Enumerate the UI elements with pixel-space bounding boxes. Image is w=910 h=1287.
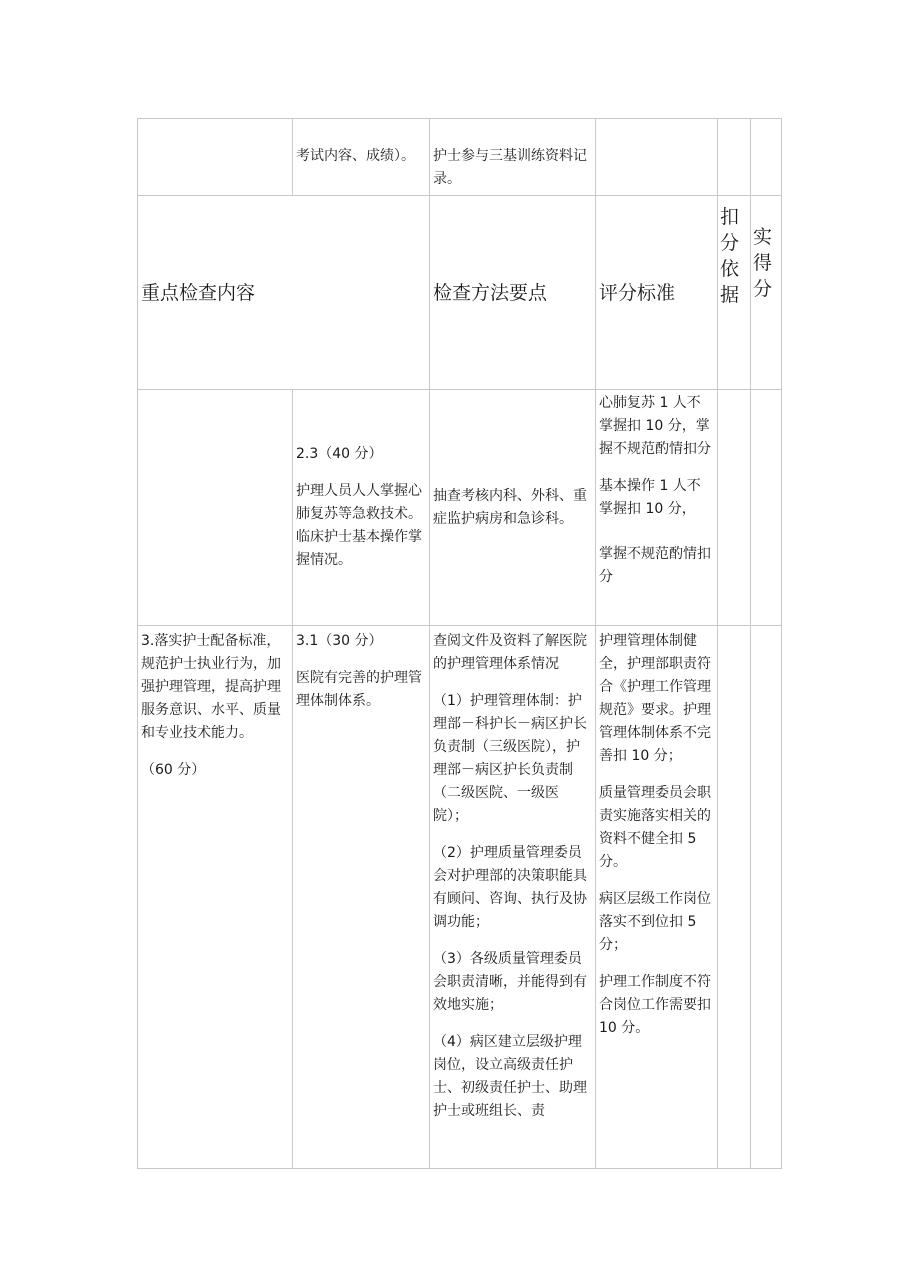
cell-standard-2-3 <box>596 390 718 626</box>
cell-empty <box>751 119 782 196</box>
cell-empty <box>718 626 751 1169</box>
exam-content-text: 考试内容、成绩）。 <box>296 148 415 164</box>
method-text: （2）护理质量管理委员会对护理部的决策职能具有顾问、咨询、执行及协调功能； <box>433 845 587 930</box>
header-char: 得 <box>753 252 773 274</box>
section-text: 3.落实护士配备标准，规范护士执业行为，加强护理管理，提高护理服务意识、水平、质量和专业技术能力。 <box>141 633 281 741</box>
standard-text: 病区层级工作岗位落实不到位扣 5 分； <box>599 891 711 953</box>
method-text: （1）护理管理体制：护理部－科护长－病区护长负责制（三级医院），护理部－病区护长负责制（二级医院、一级医院）； <box>433 693 587 824</box>
cell-empty <box>718 119 751 196</box>
cell-empty <box>718 390 751 626</box>
header-char: 分 <box>720 232 740 254</box>
method-text: 查阅文件及资料了解医院的护理管理体系情况 <box>433 633 587 672</box>
method-text: （4）病区建立层级护理岗位，设立高级责任护士、初级责任护士、助理护士或班组长、责 <box>433 1034 587 1119</box>
header-standard: 评分标准 <box>596 196 718 390</box>
header-row <box>138 196 782 390</box>
cell-section-3 <box>138 626 293 1169</box>
cell-training-record <box>430 119 596 196</box>
cell-empty <box>596 119 718 196</box>
item-title: 2.3（40 分） <box>296 446 383 462</box>
cell-empty <box>138 390 293 626</box>
table-row <box>138 390 782 626</box>
header-key-content: 重点检查内容 <box>138 196 430 390</box>
header-deduction-basis <box>718 196 751 390</box>
header-char: 扣 <box>720 206 740 228</box>
inspection-table <box>137 118 782 1169</box>
cell-method-3-1 <box>430 626 596 1169</box>
training-record-text: 护士参与三基训练资料记录。 <box>433 148 587 187</box>
item-desc: 医院有完善的护理管理体制体系。 <box>296 670 422 709</box>
standard-text: 基本操作 1 人不掌握扣 10 分， <box>599 478 701 517</box>
header-actual-score <box>751 196 782 390</box>
cell-item-2-3 <box>293 390 430 626</box>
table-row <box>138 626 782 1169</box>
header-char: 分 <box>753 278 773 300</box>
cell-standard-3-1 <box>596 626 718 1169</box>
cell-empty <box>751 390 782 626</box>
cell-item-3-1 <box>293 626 430 1169</box>
item-title: 3.1（30 分） <box>296 633 383 649</box>
header-char: 实 <box>753 226 773 248</box>
cell-empty <box>138 119 293 196</box>
section-score: （60 分） <box>141 762 206 778</box>
cell-method-2-3 <box>430 390 596 626</box>
header-method: 检查方法要点 <box>430 196 596 390</box>
method-text: （3）各级质量管理委员会职责清晰，并能得到有效地实施； <box>433 951 587 1013</box>
standard-text: 质量管理委员会职责实施落实相关的资料不健全扣 5 分。 <box>599 785 711 870</box>
standard-text: 护理工作制度不符合岗位工作需要扣 10 分。 <box>599 974 711 1036</box>
table-row <box>138 119 782 196</box>
header-char: 据 <box>720 284 740 306</box>
standard-text: 心肺复苏 1 人不掌握扣 10 分，掌握不规范酌情扣分 <box>599 395 711 457</box>
header-char: 依 <box>720 258 740 280</box>
cell-exam-content <box>293 119 430 196</box>
standard-text: 掌握不规范酌情扣分 <box>599 546 711 585</box>
method-text: 抽查考核内科、外科、重症监护病房和急诊科。 <box>433 487 587 527</box>
cell-empty <box>751 626 782 1169</box>
item-desc: 护理人员人人掌握心肺复苏等急救技术。临床护士基本操作掌握情况。 <box>296 483 422 568</box>
standard-text: 护理管理体制健全，护理部职责符合《护理工作管理规范》要求。护理管理体制体系不完善扣 10 分； <box>599 633 711 764</box>
